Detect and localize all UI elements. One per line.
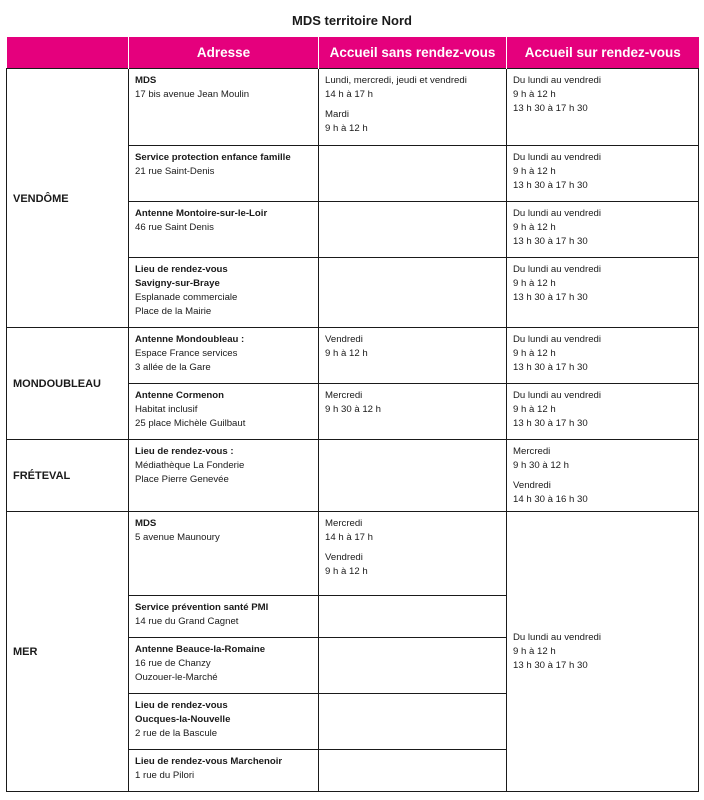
schedule-day: Mercredi [513,446,551,457]
address-line: 1 rue du Pilori [135,770,195,781]
sur-rdv-cell [507,202,699,258]
address-line: 17 bis avenue Jean Moulin [135,89,250,100]
schedule-hours: 13 h 30 à 17 h 30 [513,103,588,114]
sans-rdv-cell [319,440,507,512]
schedule-hours: 9 h à 12 h [325,123,368,134]
address-line: Savigny-sur-Braye [135,278,220,289]
address-line: Antenne Mondoubleau : [135,334,245,345]
address-line: Habitat inclusif [135,404,198,415]
address-line: Oucques-la-Nouvelle [135,714,231,725]
address-line: Place de la Mairie [135,306,212,317]
table-row [7,328,699,384]
sur-rdv-cell [507,440,699,512]
header-row [7,37,699,69]
address-cell [129,202,319,258]
sans-rdv-cell [319,638,507,694]
sans-rdv-cell [319,512,507,596]
sans-rdv-cell [319,694,507,750]
address-cell [129,750,319,792]
schedule-table [6,37,699,792]
address-line: MDS [135,518,157,529]
sans-rdv-cell [319,328,507,384]
schedule-body [7,69,699,792]
header-sans-rdv: Accueil sans rendez-vous [319,37,507,69]
sans-rdv-cell [319,750,507,792]
address-line: MDS [135,75,157,86]
address-cell [129,596,319,638]
sans-rdv-cell [319,202,507,258]
schedule-hours: 9 h à 12 h [513,348,556,359]
schedule-hours: 9 h à 12 h [513,646,556,657]
sans-rdv-cell [319,146,507,202]
schedule-hours: 13 h 30 à 17 h 30 [513,660,588,671]
address-line: Service prévention santé PMI [135,602,269,613]
header-corner [7,37,129,69]
address-line: Lieu de rendez-vous [135,264,228,275]
address-cell [129,440,319,512]
schedule-hours: 9 h à 12 h [513,166,556,177]
commune-cell: FRÉTEVAL [7,440,129,512]
address-cell [129,258,319,328]
address-line: 25 place Michèle Guilbaut [135,418,246,429]
sur-rdv-cell [507,512,699,792]
address-line: 14 rue du Grand Cagnet [135,616,239,627]
schedule-hours: 9 h à 12 h [513,278,556,289]
sans-rdv-cell [319,596,507,638]
schedule-day: Vendredi [513,480,551,491]
schedule-hours: 9 h à 12 h [325,348,368,359]
schedule-hours: 9 h 30 à 12 h [513,460,570,471]
address-line: Espace France services [135,348,238,359]
address-line: 5 avenue Maunoury [135,532,220,543]
schedule-hours: 13 h 30 à 17 h 30 [513,418,588,429]
address-line: Place Pierre Genevée [135,474,229,485]
sans-rdv-cell [319,258,507,328]
address-cell [129,638,319,694]
address-line: Antenne Beauce-la-Romaine [135,644,266,655]
commune-cell: MER [7,512,129,792]
schedule-hours: 13 h 30 à 17 h 30 [513,236,588,247]
schedule-hours: 14 h 30 à 16 h 30 [513,494,588,505]
schedule-day: Mercredi [325,518,363,529]
sur-rdv-cell [507,258,699,328]
table-row [7,69,699,146]
schedule-day: Vendredi [325,334,363,345]
address-cell [129,146,319,202]
schedule-hours: 14 h à 17 h [325,532,374,543]
schedule-hours: 13 h 30 à 17 h 30 [513,362,588,373]
schedule-day: Du lundi au vendredi [513,390,602,401]
schedule-day: Du lundi au vendredi [513,632,602,643]
sur-rdv-cell [507,146,699,202]
address-line: Esplanade commerciale [135,292,238,303]
address-line: Lieu de rendez-vous Marchenoir [135,756,283,767]
schedule-day: Mercredi [325,390,363,401]
schedule-day: Du lundi au vendredi [513,264,602,275]
commune-cell: VENDÔME [7,69,129,328]
address-cell [129,328,319,384]
sans-rdv-cell [319,384,507,440]
schedule-hours: 9 h à 12 h [513,404,556,415]
schedule-day: Du lundi au vendredi [513,75,602,86]
schedule-hours: 13 h 30 à 17 h 30 [513,180,588,191]
address-line: 46 rue Saint Denis [135,222,214,233]
address-line: Médiathèque La Fonderie [135,460,245,471]
header-adresse: Adresse [129,37,319,69]
address-line: 3 allée de la Gare [135,362,211,373]
address-line: 2 rue de la Bascule [135,728,218,739]
address-cell [129,384,319,440]
header-sur-rdv: Accueil sur rendez-vous [507,37,699,69]
page-title: MDS territoire Nord [292,13,412,28]
commune-cell: MONDOUBLEAU [7,328,129,440]
schedule-hours: 13 h 30 à 17 h 30 [513,292,588,303]
schedule-day: Vendredi [325,552,363,563]
table-row [7,440,699,512]
schedule-day: Mardi [325,109,349,120]
sur-rdv-cell [507,328,699,384]
schedule-hours: 9 h à 12 h [513,89,556,100]
sur-rdv-cell [507,69,699,146]
address-line: Ouzouer-le-Marché [135,672,218,683]
schedule-day: Du lundi au vendredi [513,152,602,163]
schedule-day: Du lundi au vendredi [513,208,602,219]
schedule-hours: 9 h 30 à 12 h [325,404,382,415]
address-line: Lieu de rendez-vous [135,700,228,711]
sans-rdv-cell [319,69,507,146]
address-line: Antenne Cormenon [135,390,225,401]
address-line: Lieu de rendez-vous : [135,446,234,457]
address-line: Antenne Montoire-sur-le-Loir [135,208,268,219]
address-cell [129,69,319,146]
address-cell [129,694,319,750]
sur-rdv-cell [507,384,699,440]
schedule-hours: 9 h à 12 h [513,222,556,233]
schedule-day: Lundi, mercredi, jeudi et vendredi [325,75,467,86]
address-cell [129,512,319,596]
address-line: 16 rue de Chanzy [135,658,211,669]
address-line: Service protection enfance famille [135,152,291,163]
schedule-hours: 9 h à 12 h [325,566,368,577]
table-row [7,512,699,596]
schedule-day: Du lundi au vendredi [513,334,602,345]
address-line: 21 rue Saint-Denis [135,166,215,177]
schedule-hours: 14 h à 17 h [325,89,374,100]
